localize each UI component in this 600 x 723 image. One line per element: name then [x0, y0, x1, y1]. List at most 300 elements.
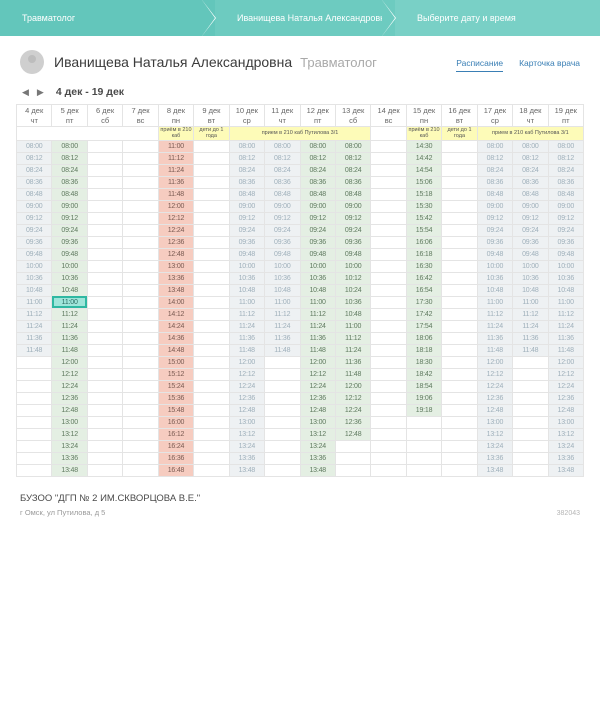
time-slot[interactable]: 08:48: [52, 188, 87, 200]
time-slot: 13:12: [548, 428, 583, 440]
time-slot[interactable]: 14:00: [158, 296, 193, 308]
empty-slot: [123, 464, 158, 476]
schedule-slot-row: [17, 188, 584, 200]
time-slot[interactable]: 12:48: [335, 428, 370, 440]
time-slot[interactable]: 14:12: [158, 308, 193, 320]
time-slot: 12:24: [548, 380, 583, 392]
time-slot[interactable]: 11:00: [52, 296, 87, 308]
time-slot[interactable]: 13:36: [300, 452, 335, 464]
time-slot[interactable]: 11:36: [300, 332, 335, 344]
time-slot: 09:00: [17, 200, 52, 212]
time-slot: 10:00: [548, 260, 583, 272]
time-slot[interactable]: 08:36: [335, 176, 370, 188]
empty-slot: [17, 368, 52, 380]
room-label-cell: прием в 210 каб Путилова 3/1: [477, 127, 583, 141]
empty-slot: [123, 428, 158, 440]
time-slot[interactable]: 10:48: [52, 284, 87, 296]
time-slot[interactable]: 10:36: [52, 272, 87, 284]
empty-slot: [123, 248, 158, 260]
time-slot: 10:36: [548, 272, 583, 284]
empty-slot: [371, 212, 406, 224]
time-slot: 11:48: [477, 344, 512, 356]
time-slot[interactable]: 15:42: [406, 212, 441, 224]
empty-slot: [123, 152, 158, 164]
time-slot[interactable]: 10:48: [335, 308, 370, 320]
time-slot[interactable]: 13:00: [52, 416, 87, 428]
time-slot[interactable]: 12:24: [335, 404, 370, 416]
time-slot[interactable]: 13:36: [52, 452, 87, 464]
time-slot: 09:24: [477, 224, 512, 236]
time-slot[interactable]: 16:00: [158, 416, 193, 428]
time-slot[interactable]: 15:00: [158, 356, 193, 368]
schedule-column-header: [300, 105, 335, 127]
time-slot: 08:00: [265, 140, 300, 152]
time-slot[interactable]: 08:36: [300, 176, 335, 188]
empty-slot: [123, 284, 158, 296]
time-slot[interactable]: 16:06: [406, 236, 441, 248]
time-slot[interactable]: 14:42: [406, 152, 441, 164]
empty-slot: [442, 404, 477, 416]
empty-slot: [87, 152, 122, 164]
time-slot[interactable]: 12:36: [158, 236, 193, 248]
time-slot[interactable]: 12:36: [300, 392, 335, 404]
time-slot[interactable]: 17:42: [406, 308, 441, 320]
empty-slot: [87, 284, 122, 296]
empty-slot: [442, 248, 477, 260]
column-weekday: сб: [101, 115, 110, 125]
time-slot[interactable]: 11:36: [335, 356, 370, 368]
empty-slot: [194, 272, 229, 284]
breadcrumb-step-label: Травматолог: [22, 13, 76, 23]
time-slot[interactable]: 09:00: [52, 200, 87, 212]
schedule-column-header: [194, 105, 229, 127]
time-slot[interactable]: 12:12: [158, 212, 193, 224]
empty-slot: [123, 296, 158, 308]
empty-slot: [87, 392, 122, 404]
empty-slot: [87, 356, 122, 368]
tab-schedule[interactable]: Расписание: [456, 58, 503, 72]
time-slot: 09:24: [265, 224, 300, 236]
empty-slot: [87, 380, 122, 392]
empty-slot: [87, 200, 122, 212]
time-slot[interactable]: 19:18: [406, 404, 441, 416]
time-slot[interactable]: 11:12: [52, 308, 87, 320]
empty-slot: [442, 164, 477, 176]
time-slot[interactable]: 13:12: [52, 428, 87, 440]
empty-slot: [87, 236, 122, 248]
empty-slot: [513, 428, 548, 440]
time-slot: 09:00: [265, 200, 300, 212]
empty-slot: [123, 368, 158, 380]
time-slot[interactable]: 14:24: [158, 320, 193, 332]
time-slot[interactable]: 13:48: [300, 464, 335, 476]
time-slot[interactable]: 17:54: [406, 320, 441, 332]
time-slot: 10:48: [477, 284, 512, 296]
time-slot[interactable]: 09:24: [300, 224, 335, 236]
time-slot[interactable]: 09:36: [335, 236, 370, 248]
room-label-cell: дети до 1 года: [442, 127, 477, 141]
time-slot: 09:12: [477, 212, 512, 224]
column-weekday: чт: [526, 115, 535, 125]
time-slot: 12:12: [548, 368, 583, 380]
empty-slot: [265, 416, 300, 428]
time-slot[interactable]: 11:00: [335, 320, 370, 332]
prev-week-button[interactable]: ◀: [22, 86, 29, 97]
footer: [0, 477, 600, 517]
empty-slot: [371, 320, 406, 332]
time-slot: 11:12: [229, 308, 264, 320]
time-slot[interactable]: 08:48: [335, 188, 370, 200]
time-slot: 13:24: [229, 440, 264, 452]
empty-slot: [442, 332, 477, 344]
time-slot[interactable]: 08:24: [335, 164, 370, 176]
time-slot: 11:36: [477, 332, 512, 344]
empty-slot: [371, 428, 406, 440]
time-slot[interactable]: 12:36: [52, 392, 87, 404]
schedule-slot-row: [17, 452, 584, 464]
time-slot[interactable]: 08:24: [300, 164, 335, 176]
time-slot[interactable]: 11:12: [335, 332, 370, 344]
schedule-header-row: [17, 105, 584, 127]
time-slot[interactable]: 11:24: [300, 320, 335, 332]
time-slot[interactable]: 10:36: [335, 296, 370, 308]
schedule-column-header: [52, 105, 87, 127]
column-date: 10 дек: [235, 106, 258, 116]
time-slot[interactable]: 09:24: [52, 224, 87, 236]
empty-slot: [371, 164, 406, 176]
empty-slot: [513, 452, 548, 464]
time-slot: 10:48: [265, 284, 300, 296]
breadcrumb-step-specialty[interactable]: [0, 0, 215, 36]
time-slot: 08:00: [548, 140, 583, 152]
empty-slot: [17, 392, 52, 404]
schedule-slot-row: [17, 152, 584, 164]
time-slot[interactable]: 12:00: [335, 380, 370, 392]
time-slot[interactable]: 13:00: [158, 260, 193, 272]
time-slot: 13:36: [548, 452, 583, 464]
time-slot[interactable]: 09:48: [52, 248, 87, 260]
time-slot[interactable]: 15:54: [406, 224, 441, 236]
time-slot: 11:48: [548, 344, 583, 356]
room-label-cell: приём в 210 каб: [406, 127, 441, 141]
time-slot[interactable]: 08:24: [52, 164, 87, 176]
empty-slot: [123, 188, 158, 200]
time-slot[interactable]: 12:00: [52, 356, 87, 368]
tab-doctor-card[interactable]: Карточка врача: [519, 58, 580, 68]
time-slot[interactable]: 19:06: [406, 392, 441, 404]
empty-slot: [371, 392, 406, 404]
time-slot[interactable]: 13:12: [300, 428, 335, 440]
time-slot[interactable]: 13:00: [300, 416, 335, 428]
empty-slot: [194, 152, 229, 164]
time-slot[interactable]: 16:24: [158, 440, 193, 452]
time-slot[interactable]: 11:48: [300, 344, 335, 356]
time-slot: 09:12: [513, 212, 548, 224]
time-slot[interactable]: 15:24: [158, 380, 193, 392]
time-slot[interactable]: 12:48: [300, 404, 335, 416]
column-date: 5 дек: [60, 106, 79, 116]
time-slot: 11:48: [17, 344, 52, 356]
time-slot: 11:12: [513, 308, 548, 320]
time-slot: 10:00: [17, 260, 52, 272]
time-slot: 12:24: [229, 380, 264, 392]
time-slot[interactable]: 11:48: [335, 368, 370, 380]
time-slot: 09:48: [477, 248, 512, 260]
organization-address: г Омск, ул Путилова, д 5: [20, 507, 106, 517]
time-slot[interactable]: 14:36: [158, 332, 193, 344]
column-weekday: сб: [349, 115, 358, 125]
empty-slot: [442, 176, 477, 188]
schedule-column-header: [548, 105, 583, 127]
empty-slot: [17, 428, 52, 440]
time-slot[interactable]: 08:00: [300, 140, 335, 152]
time-slot[interactable]: 13:48: [52, 464, 87, 476]
schedule-slot-row: [17, 176, 584, 188]
schedule-slot-row: [17, 428, 584, 440]
time-slot[interactable]: 08:12: [300, 152, 335, 164]
time-slot: 11:00: [229, 296, 264, 308]
time-slot[interactable]: 11:48: [52, 344, 87, 356]
empty-slot: [371, 272, 406, 284]
time-slot: 12:36: [548, 392, 583, 404]
schedule-slot-row: [17, 308, 584, 320]
empty-slot: [123, 416, 158, 428]
time-slot: 09:48: [513, 248, 548, 260]
time-slot: 13:00: [548, 416, 583, 428]
time-slot[interactable]: 12:24: [158, 224, 193, 236]
time-slot[interactable]: 11:24: [158, 164, 193, 176]
time-slot[interactable]: 16:54: [406, 284, 441, 296]
time-slot[interactable]: 12:48: [158, 248, 193, 260]
time-slot[interactable]: 15:12: [158, 368, 193, 380]
time-slot: 11:24: [17, 320, 52, 332]
time-slot[interactable]: 11:36: [52, 332, 87, 344]
empty-slot: [371, 152, 406, 164]
time-slot[interactable]: 10:36: [300, 272, 335, 284]
time-slot: 11:12: [477, 308, 512, 320]
time-slot[interactable]: 09:48: [300, 248, 335, 260]
empty-slot: [194, 224, 229, 236]
time-slot[interactable]: 11:24: [52, 320, 87, 332]
empty-slot: [513, 356, 548, 368]
time-slot[interactable]: 16:30: [406, 260, 441, 272]
time-slot[interactable]: 11:48: [158, 188, 193, 200]
breadcrumb-step-datetime[interactable]: [395, 0, 600, 36]
schedule-slot-row: [17, 248, 584, 260]
time-slot[interactable]: 08:12: [335, 152, 370, 164]
time-slot[interactable]: 16:18: [406, 248, 441, 260]
time-slot[interactable]: 09:12: [335, 212, 370, 224]
empty-slot: [87, 188, 122, 200]
empty-slot: [123, 392, 158, 404]
time-slot: 09:36: [17, 236, 52, 248]
next-week-button[interactable]: ▶: [36, 86, 44, 97]
time-slot[interactable]: 14:48: [158, 344, 193, 356]
empty-slot: [442, 224, 477, 236]
time-slot[interactable]: 11:12: [300, 308, 335, 320]
empty-slot: [87, 452, 122, 464]
time-slot[interactable]: 13:24: [300, 440, 335, 452]
time-slot[interactable]: 10:00: [300, 260, 335, 272]
schedule-column-header: [123, 105, 158, 127]
empty-slot: [87, 164, 122, 176]
time-slot[interactable]: 12:00: [300, 356, 335, 368]
time-slot[interactable]: 13:24: [52, 440, 87, 452]
column-weekday: пн: [419, 115, 429, 125]
time-slot[interactable]: 16:48: [158, 464, 193, 476]
empty-slot: [406, 416, 441, 428]
time-slot[interactable]: 08:00: [335, 140, 370, 152]
time-slot[interactable]: 18:30: [406, 356, 441, 368]
time-slot[interactable]: 10:00: [335, 260, 370, 272]
time-slot[interactable]: 12:24: [52, 380, 87, 392]
time-slot[interactable]: 09:00: [335, 200, 370, 212]
time-slot: 11:24: [477, 320, 512, 332]
empty-slot: [123, 212, 158, 224]
empty-slot: [194, 164, 229, 176]
schedule-slot-row: [17, 224, 584, 236]
time-slot[interactable]: 16:42: [406, 272, 441, 284]
time-slot[interactable]: 14:54: [406, 164, 441, 176]
time-slot: 09:48: [17, 248, 52, 260]
time-slot[interactable]: 10:24: [335, 284, 370, 296]
time-slot[interactable]: 15:36: [158, 392, 193, 404]
empty-slot: [194, 308, 229, 320]
time-slot[interactable]: 14:30: [406, 140, 441, 152]
time-slot[interactable]: 09:12: [300, 212, 335, 224]
time-slot[interactable]: 09:24: [335, 224, 370, 236]
schedule-column-header: [87, 105, 122, 127]
time-slot[interactable]: 09:00: [300, 200, 335, 212]
breadcrumb-step-doctor[interactable]: [215, 0, 395, 36]
empty-slot: [442, 428, 477, 440]
time-slot[interactable]: 17:30: [406, 296, 441, 308]
time-slot[interactable]: 15:48: [158, 404, 193, 416]
schedule-slot-row: [17, 260, 584, 272]
time-slot[interactable]: 16:12: [158, 428, 193, 440]
time-slot[interactable]: 08:00: [52, 140, 87, 152]
time-slot[interactable]: 15:06: [406, 176, 441, 188]
time-slot[interactable]: 12:36: [335, 416, 370, 428]
empty-slot: [371, 308, 406, 320]
time-slot[interactable]: 13:48: [158, 284, 193, 296]
column-date: 4 дек: [25, 106, 44, 116]
empty-slot: [194, 332, 229, 344]
time-slot[interactable]: 09:48: [335, 248, 370, 260]
time-slot[interactable]: 10:48: [300, 284, 335, 296]
time-slot[interactable]: 08:36: [52, 176, 87, 188]
time-slot[interactable]: 18:42: [406, 368, 441, 380]
time-slot: 11:12: [548, 308, 583, 320]
schedule-slot-row: [17, 440, 584, 452]
schedule-column-header: [17, 105, 52, 127]
time-slot: 09:12: [548, 212, 583, 224]
time-slot: 12:48: [229, 404, 264, 416]
time-slot[interactable]: 10:00: [52, 260, 87, 272]
empty-slot: [265, 380, 300, 392]
empty-slot: [87, 176, 122, 188]
time-slot[interactable]: 11:24: [335, 344, 370, 356]
empty-slot: [513, 404, 548, 416]
time-slot: 09:00: [548, 200, 583, 212]
empty-slot: [194, 320, 229, 332]
time-slot: 10:00: [265, 260, 300, 272]
breadcrumb-step-label: Выберите дату и время: [417, 13, 516, 23]
empty-slot: [17, 440, 52, 452]
time-slot[interactable]: 11:00: [300, 296, 335, 308]
time-slot: 09:48: [265, 248, 300, 260]
time-slot: 10:36: [265, 272, 300, 284]
column-date: 6 дек: [96, 106, 115, 116]
time-slot[interactable]: 09:12: [52, 212, 87, 224]
empty-slot: [406, 440, 441, 452]
time-slot[interactable]: 12:12: [300, 368, 335, 380]
time-slot: 12:36: [477, 392, 512, 404]
time-slot[interactable]: 18:06: [406, 332, 441, 344]
empty-slot: [87, 332, 122, 344]
time-slot[interactable]: 09:36: [300, 236, 335, 248]
empty-slot: [442, 416, 477, 428]
doctor-header: [0, 36, 600, 74]
time-slot[interactable]: 11:00: [158, 140, 193, 152]
page-code: 382043: [556, 509, 580, 517]
time-slot: 11:24: [513, 320, 548, 332]
time-slot[interactable]: 09:36: [52, 236, 87, 248]
time-slot[interactable]: 12:00: [158, 200, 193, 212]
time-slot: 12:00: [477, 356, 512, 368]
time-slot[interactable]: 12:48: [52, 404, 87, 416]
time-slot[interactable]: 08:12: [52, 152, 87, 164]
time-slot: 11:00: [477, 296, 512, 308]
schedule-slot-row: [17, 416, 584, 428]
schedule-column-header: [229, 105, 264, 127]
empty-slot: [442, 308, 477, 320]
empty-slot: [87, 272, 122, 284]
time-slot[interactable]: 13:36: [158, 272, 193, 284]
schedule-slot-row: [17, 284, 584, 296]
time-slot: 09:00: [477, 200, 512, 212]
column-date: 19 дек: [554, 106, 577, 116]
empty-slot: [194, 344, 229, 356]
room-empty-cell: [371, 127, 406, 141]
empty-slot: [371, 248, 406, 260]
time-slot[interactable]: 11:12: [158, 152, 193, 164]
time-slot: 09:12: [265, 212, 300, 224]
time-slot: 08:36: [229, 176, 264, 188]
empty-slot: [194, 416, 229, 428]
time-slot: 10:48: [548, 284, 583, 296]
empty-slot: [371, 260, 406, 272]
time-slot: 12:00: [229, 356, 264, 368]
time-slot[interactable]: 12:12: [52, 368, 87, 380]
empty-slot: [87, 416, 122, 428]
column-weekday: ср: [242, 115, 251, 125]
time-slot: 08:36: [265, 176, 300, 188]
time-slot[interactable]: 15:30: [406, 200, 441, 212]
time-slot[interactable]: 10:12: [335, 272, 370, 284]
time-slot[interactable]: 12:12: [335, 392, 370, 404]
time-slot[interactable]: 16:36: [158, 452, 193, 464]
time-slot: 11:24: [548, 320, 583, 332]
empty-slot: [87, 248, 122, 260]
time-slot[interactable]: 11:36: [158, 176, 193, 188]
time-slot[interactable]: 18:18: [406, 344, 441, 356]
time-slot[interactable]: 18:54: [406, 380, 441, 392]
time-slot[interactable]: 15:18: [406, 188, 441, 200]
time-slot[interactable]: 12:24: [300, 380, 335, 392]
empty-slot: [17, 464, 52, 476]
time-slot[interactable]: 08:48: [300, 188, 335, 200]
